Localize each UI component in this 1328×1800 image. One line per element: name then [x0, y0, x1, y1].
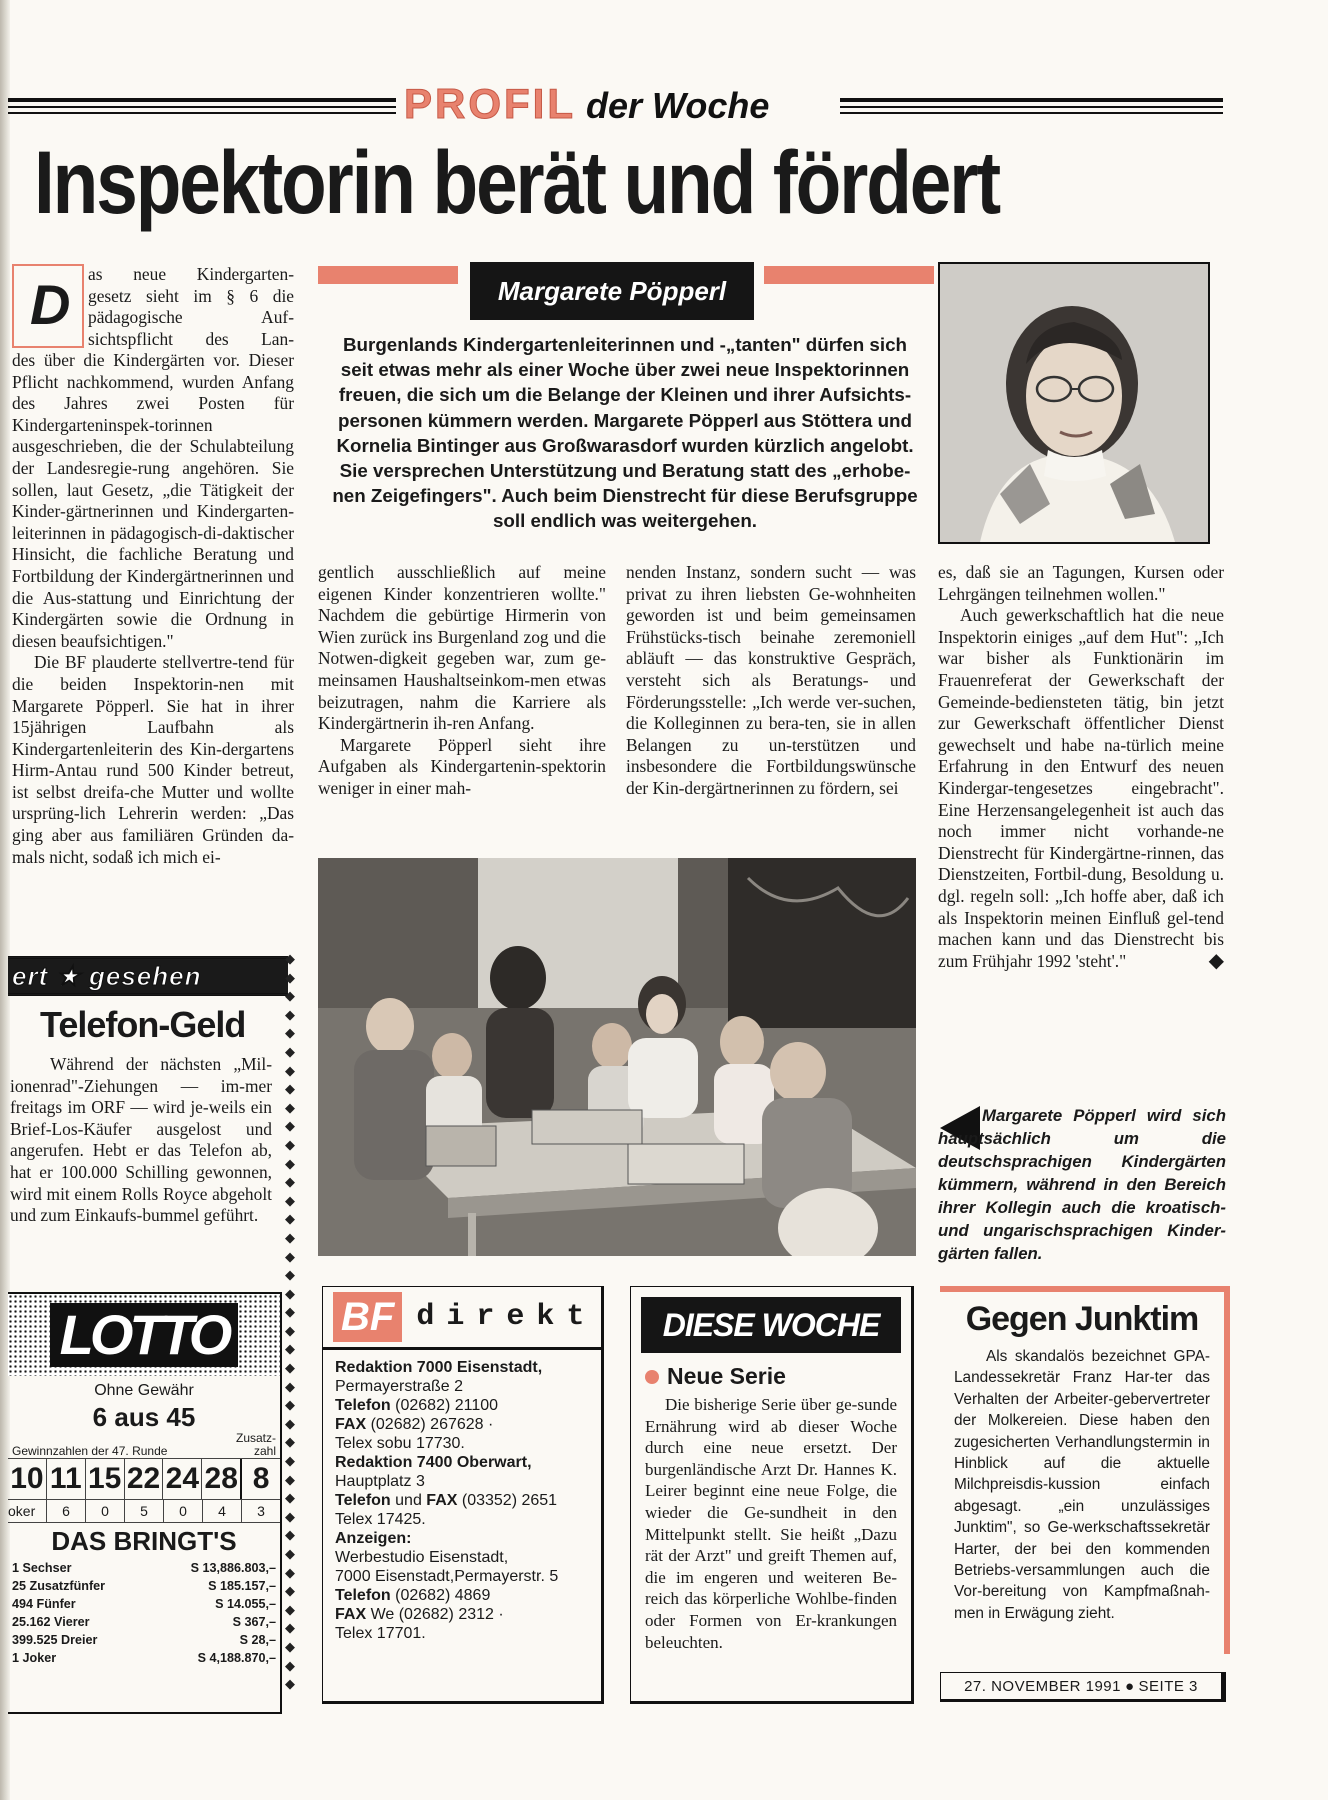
prize-line — [12, 1631, 276, 1649]
lead-line-7: nen Zeigefingers". Auch beim Dienstrecht für diese Berufsgruppe — [332, 485, 918, 507]
bf-line — [335, 1510, 589, 1529]
lotto-numbers — [8, 1458, 280, 1500]
headline: Inspektorin berät und fördert — [34, 132, 1000, 232]
col4 — [938, 562, 1224, 972]
col1-line-3: pädagogische Auf- — [88, 307, 294, 328]
col1-line-4: sichtspflicht des Lan- — [88, 328, 294, 349]
bf-line — [335, 1415, 589, 1434]
bf-line — [335, 1472, 589, 1491]
bf-line — [335, 1396, 589, 1415]
bf-line-bold: Redaktion 7000 Eisenstadt, — [335, 1359, 543, 1376]
diese-woche-text: Die bisherige Serie über ge-sunde Ernährung wird ab dieser Woche durch eine neue ersetzt. Der burgenländische Arzt Dr. Hannes K. Leirer beginnt eine neue Folge, die wieder die Ge-sundheit in den Mittelpunkt stellt. Sie heißt „Dazu rät der Arzt" und greift Themen auf, die im engeren und weiteren Be-reich das körperliche Wohlbe-finden oder Formen von Er-krankungen beleuchten. — [645, 1395, 897, 1652]
col3-para-1: nenden Instanz, sondern sucht — was privat zu ihren liebsten Ge-wohnheiten geworden ist und beim gemeinsamen Frühstücks-tisch beinahe zeremoniell abläuft — das konstruktive Gespräch, versteht sich als Beratungs- und Förderungsstelle: „Ich werde ver-suchen, die Kolleginnen zu bera-ten, sie in allen Belangen zu un-terstützen und insbesondere die Fortbildungswünsche der Kin-dergärtnerinnen zu fördern, sei — [626, 562, 916, 798]
bf-line-text: We (02682) 2312 · — [366, 1606, 504, 1623]
col1-body — [12, 350, 294, 868]
prize-value: S 185.157,– — [208, 1579, 276, 1593]
lotto-joker-6: 3 — [241, 1500, 280, 1522]
prize-label: 399.525 Dreier — [12, 1633, 98, 1647]
bf-line-text: (03352) 2651 — [457, 1492, 558, 1509]
col4-para-2-text: Auch gewerkschaftlich hat die neue Inspektorin einiges „auf dem Hut": „Ich war bisher als Funktionärin im Frauenreferat der Gewerkschaft der Gemeinde-bediensteten tätig, bin jetzt zur Gewerkschaft öffentlicher Dienst gewechselt und habe na-türlich meine Erfahrung in den Entwurf des neuen Kindergar-tengesetzes eingebracht". Eine Herzensangelegenheit ist auch das noch immer nicht vorhande-ne Dienstrecht für Kindergärtne-rinnen, das Dienstzeiten, Fortbil-dung, Besoldung u. dgl. regeln soll: „Ich hoffe aber, daß ich als Inspektorin meinen Einfluß gel-tend machen kann und das Dienstrecht bis zum Frühjahr 1992 'steht'." — [938, 605, 1224, 971]
bf-line-text: (02682) 267628 · — [366, 1416, 494, 1433]
bf-line — [335, 1491, 589, 1510]
bf-line — [335, 1605, 589, 1624]
name-box-text: Margarete Pöpperl — [497, 275, 727, 306]
lotto-number-5: 24 — [162, 1459, 201, 1499]
lotto-round: Gewinnzahlen der 47. Runde — [12, 1444, 168, 1458]
prize-line — [12, 1613, 276, 1631]
portrait-photo — [938, 262, 1210, 544]
lead-line-3: freuen, die sich um die Belange der Kleinen und ihrer Aufsichts- — [338, 384, 912, 406]
bf-direkt-header — [323, 1287, 601, 1350]
bf-line-text: und — [390, 1492, 427, 1509]
bf-logo: BF — [333, 1292, 402, 1342]
bullet-icon — [645, 1370, 659, 1384]
kicker-profil: PROFIL — [404, 80, 576, 127]
lead-line-4: personen kümmern werden. Margarete Pöpperl aus Stöttera und — [337, 409, 912, 431]
prize-label: 494 Fünfer — [12, 1597, 76, 1611]
prize-value: S 13,886.803,– — [190, 1561, 276, 1575]
diese-woche-subtitle: Neue Serie — [667, 1363, 786, 1389]
bf-line-text: (02682) 21100 — [390, 1397, 499, 1414]
lead-line-2: seit etwas mehr als einer Woche über zwei neue Inspektorinnen — [340, 359, 910, 381]
lotto-bringts: DAS BRINGT'S — [51, 1526, 237, 1556]
kicker-rule-right-3 — [840, 112, 1223, 114]
bf-line — [335, 1529, 589, 1548]
lotto-joker-3: 5 — [124, 1500, 163, 1522]
kicker-der-woche: der Woche — [586, 85, 770, 126]
bf-line-bold: FAX — [335, 1416, 367, 1433]
lead-line-8: soll endlich was weitergehen. — [492, 510, 758, 532]
bf-line — [335, 1586, 589, 1605]
prize-line — [12, 1559, 276, 1577]
col4-para-2 — [938, 605, 1224, 972]
diamond-rule: ◆ ◆ ◆ ◆ ◆ ◆ ◆ ◆ ◆ ◆ ◆ ◆ ◆ ◆ ◆ ◆ ◆ ◆ ◆ ◆ ◆ ◆ ◆ ◆ ◆ ◆ ◆ ◆ ◆ ◆ ◆ ◆ ◆ ◆ ◆ ◆ ◆ ◆ ◆ ◆ — [285, 951, 295, 1690]
name-bar-left — [318, 266, 458, 284]
portrait-illustration — [940, 264, 1208, 542]
lotto-zusatz: Zusatz- zahl — [235, 1431, 276, 1458]
kicker-rule-left — [8, 98, 396, 102]
col1-line-2: gesetz sieht im § 6 die — [88, 285, 294, 306]
footer-page: SEITE 3 — [1138, 1677, 1198, 1695]
bf-direkt-lines — [323, 1350, 601, 1651]
kicker-rule-left-2 — [8, 106, 396, 108]
lotto-number-6: 28 — [201, 1459, 240, 1499]
col2-para-1: gentlich ausschließlich auf meine eigenen Kinder konzentrieren wollte." Nachdem die gebürtige Hirmerin von Wien zurück ins Burgenland zog und die Notwen-digkeit gegeben war, zum ge-meinsamen Haushaltseinkom-men etwas beizutragen, nahm die Karriere als Kindergärtnerin ih-ren Anfang. — [318, 562, 606, 734]
bf-line-text: Permayerstraße 2 — [335, 1378, 464, 1395]
lead-line-1: Burgenlands Kindergartenleiterinnen und -„tanten" dürfen sich — [342, 334, 908, 355]
bf-line-bold: Telefon — [335, 1492, 391, 1509]
lotto-number-3: 15 — [85, 1459, 124, 1499]
bf-line — [335, 1567, 589, 1586]
bf-line — [335, 1548, 589, 1567]
bf-line-text: Werbestudio Eisenstadt, — [335, 1549, 509, 1566]
lotto-box — [8, 1292, 282, 1714]
junktim-text: Als skandalös bezeichnet GPA-Landessekretär Franz Har-ter das Verhalten der Arbeiter-gebervertreter der Molkereien. Diese haben den zugesicherten Verhandlungstermin in Hinblick auf die aktuelle Milchpreisdis-kussion einfach abgesagt. „ein unzulässiges Junktim", so Ge-werkschaftssekretär Harter, der bei den kommenden Betriebs-versammlungen auch die Vor-bereitung von Kampfmaßnah-men in Erwägung zieht. — [954, 1348, 1210, 1622]
junktim-box — [940, 1286, 1230, 1654]
prize-label: 25 Zusatzfünfer — [12, 1579, 106, 1593]
gesehen-banner — [8, 956, 288, 996]
bf-line-bold: FAX — [335, 1606, 367, 1623]
prize-value: S 367,– — [232, 1615, 276, 1629]
lotto-joker-5: 4 — [202, 1500, 241, 1522]
diese-woche-title: DIESE WOCHE — [662, 1306, 880, 1343]
lotto-sub1: Ohne Gewähr — [94, 1382, 194, 1399]
col4-para-1: es, daß sie an Tagungen, Kursen oder Lehrgängen teilnehmen wollen." — [938, 562, 1224, 604]
bf-line-text: Hauptplatz 3 — [335, 1473, 425, 1490]
bf-line-text: 7000 Eisenstadt,Permayerstr. 5 — [335, 1568, 559, 1585]
bf-line — [335, 1624, 589, 1643]
col2-para-2: Margarete Pöpperl sieht ihre Aufgaben als Kindergartenin-spektorin weniger in einer mah- — [318, 734, 606, 798]
lotto-number-1: 10 — [10, 1462, 44, 1495]
bf-line — [335, 1453, 589, 1472]
junktim-title: Gegen Junktim — [965, 1300, 1199, 1338]
lotto-extra-number: 8 — [240, 1459, 280, 1499]
bf-line-bold: Telefon — [335, 1397, 391, 1414]
diese-woche-title-box — [641, 1297, 901, 1353]
lead-line-5: Kornelia Bintinger aus Großwarasdorf wurden kürzlich angelobt. — [336, 434, 914, 456]
col1-para-2: Die BF plauderte stellvertre-tend für die beiden Inspektorin-nen mit Margarete Pöpperl. Sie hat in ihrer 15jährigen Laufbahn als Kindergartenleiterin des Kin-dergartens Hirm-Antau rund 500 Kinder betreut, ist selbst dreifa-che Mutter und wollte ursprüng-lich Lehrerin werden: „Das ging aber aus familiären Gründen da-mals nicht, sodaß ich mich ei- — [12, 652, 294, 867]
lotto-logo: LOTTO — [50, 1303, 239, 1367]
bf-line-text: Telex 17425. — [335, 1511, 426, 1528]
col1-first-lines — [88, 264, 294, 350]
group-photo — [318, 858, 916, 1256]
lotto-joker-row — [8, 1500, 280, 1523]
lotto-joker-1: 6 — [46, 1500, 85, 1522]
bf-line-bold: Anzeigen: — [335, 1530, 412, 1547]
group-photo-illustration — [318, 858, 916, 1256]
lotto-number-2: 11 — [46, 1459, 85, 1499]
prize-label: 1 Sechser — [12, 1561, 72, 1575]
bf-line-bold: FAX — [426, 1492, 458, 1509]
lotto-prize-list — [8, 1559, 280, 1667]
kicker-rule-right — [840, 98, 1223, 102]
col3 — [626, 562, 916, 800]
bf-line — [335, 1377, 589, 1396]
diese-woche-subtitle-row — [631, 1363, 911, 1390]
bf-line-text: Telex sobu 17730. — [335, 1435, 465, 1452]
name-bar-right — [764, 266, 934, 284]
dropcap: D — [30, 273, 71, 336]
bf-line — [335, 1434, 589, 1453]
bf-line-bold: Redaktion 7400 Oberwart, — [335, 1454, 532, 1471]
prize-value: S 4,188.870,– — [197, 1651, 276, 1665]
caption: Margarete Pöpperl wird sich hauptsächlich um die deutschsprachigen Kindergärten kümmern, während in den Bereich ihrer Kollegin auch die kroatisch- und ungarischsprachigen Kinder-gärten fallen. — [938, 1106, 1226, 1263]
bf-line-text: (02682) 4869 — [390, 1587, 491, 1604]
kicker-rule-left-3 — [8, 112, 396, 114]
bf-direkt-box — [322, 1286, 604, 1704]
gesehen-title: Telefon-Geld — [40, 1004, 246, 1045]
end-mark: ◆ — [1208, 949, 1224, 972]
prize-label: 25.162 Vierer — [12, 1615, 90, 1629]
lotto-sub2: 6 aus 45 — [92, 1402, 196, 1432]
lotto-logo-area — [8, 1294, 280, 1376]
prize-line — [12, 1595, 276, 1613]
bf-line-bold: Telefon — [335, 1587, 391, 1604]
footer-separator: ● — [1124, 1677, 1135, 1695]
col1-line-1: as neue Kindergarten- — [88, 264, 294, 284]
lotto-joker-label: oker — [8, 1503, 36, 1519]
bf-line — [335, 1358, 589, 1377]
gesehen-text: Während der nächsten „Mil-ionenrad"-Ziehungen — im-mer freitags im ORF — wird je-weils ein Brief-Los-Käufer ausgelost und angerufen. Hebt er das Telefon ab, hat er 100.000 Schilling gewonnen, wird mit einem Rolls Royce abgeholt und zum Einkaufs-bummel geführt. — [10, 1054, 272, 1226]
kicker — [404, 80, 769, 128]
prize-value: S 14.055,– — [215, 1597, 276, 1611]
name-box — [470, 262, 754, 320]
col1-para-1: des über die Kindergärten vor. Dieser Pflicht nachkommend, wurden Anfang des Jahres zwei Posten für Kindergarteninspek-torinnen ausgeschrieben, die der Schulabteilung der Landesregie-rung angehören. Sie sollen, laut Gesetz, „die Tätigkeit der Kinder-gärtnerinnen und Kindergarten-leiterinnen in pädagogisch-di-daktischer Hinsicht, die fachliche Beratung und Fortbildung der Kindergärtnerinnen und die Aus-stattung und Einrichtung der Kindergärten sowie die Ordnung in diesen beaufsichtigen." — [12, 350, 294, 651]
footer-date: 27. NOVEMBER 1991 — [964, 1677, 1121, 1695]
lead — [314, 332, 936, 534]
lotto-joker-2: 0 — [85, 1500, 124, 1522]
bf-line-text: Telex 17701. — [335, 1625, 426, 1642]
prize-line — [12, 1577, 276, 1595]
prize-line — [12, 1649, 276, 1667]
lotto-joker-4: 0 — [163, 1500, 202, 1522]
lead-line-6: Sie versprechen Unterstützung und Beratung statt des „erhobe- — [339, 460, 911, 482]
prize-value: S 28,– — [239, 1633, 276, 1647]
diese-woche-box — [630, 1286, 914, 1704]
bf-direkt-title: direkt — [416, 1300, 597, 1334]
prize-label: 1 Joker — [12, 1651, 57, 1665]
gesehen-banner-text: ert ★ gesehen — [12, 960, 202, 991]
lotto-round-row — [8, 1432, 280, 1458]
kicker-rule-right-2 — [840, 106, 1223, 108]
footer — [940, 1672, 1226, 1702]
col2 — [318, 562, 606, 800]
lotto-number-4: 22 — [124, 1459, 163, 1499]
